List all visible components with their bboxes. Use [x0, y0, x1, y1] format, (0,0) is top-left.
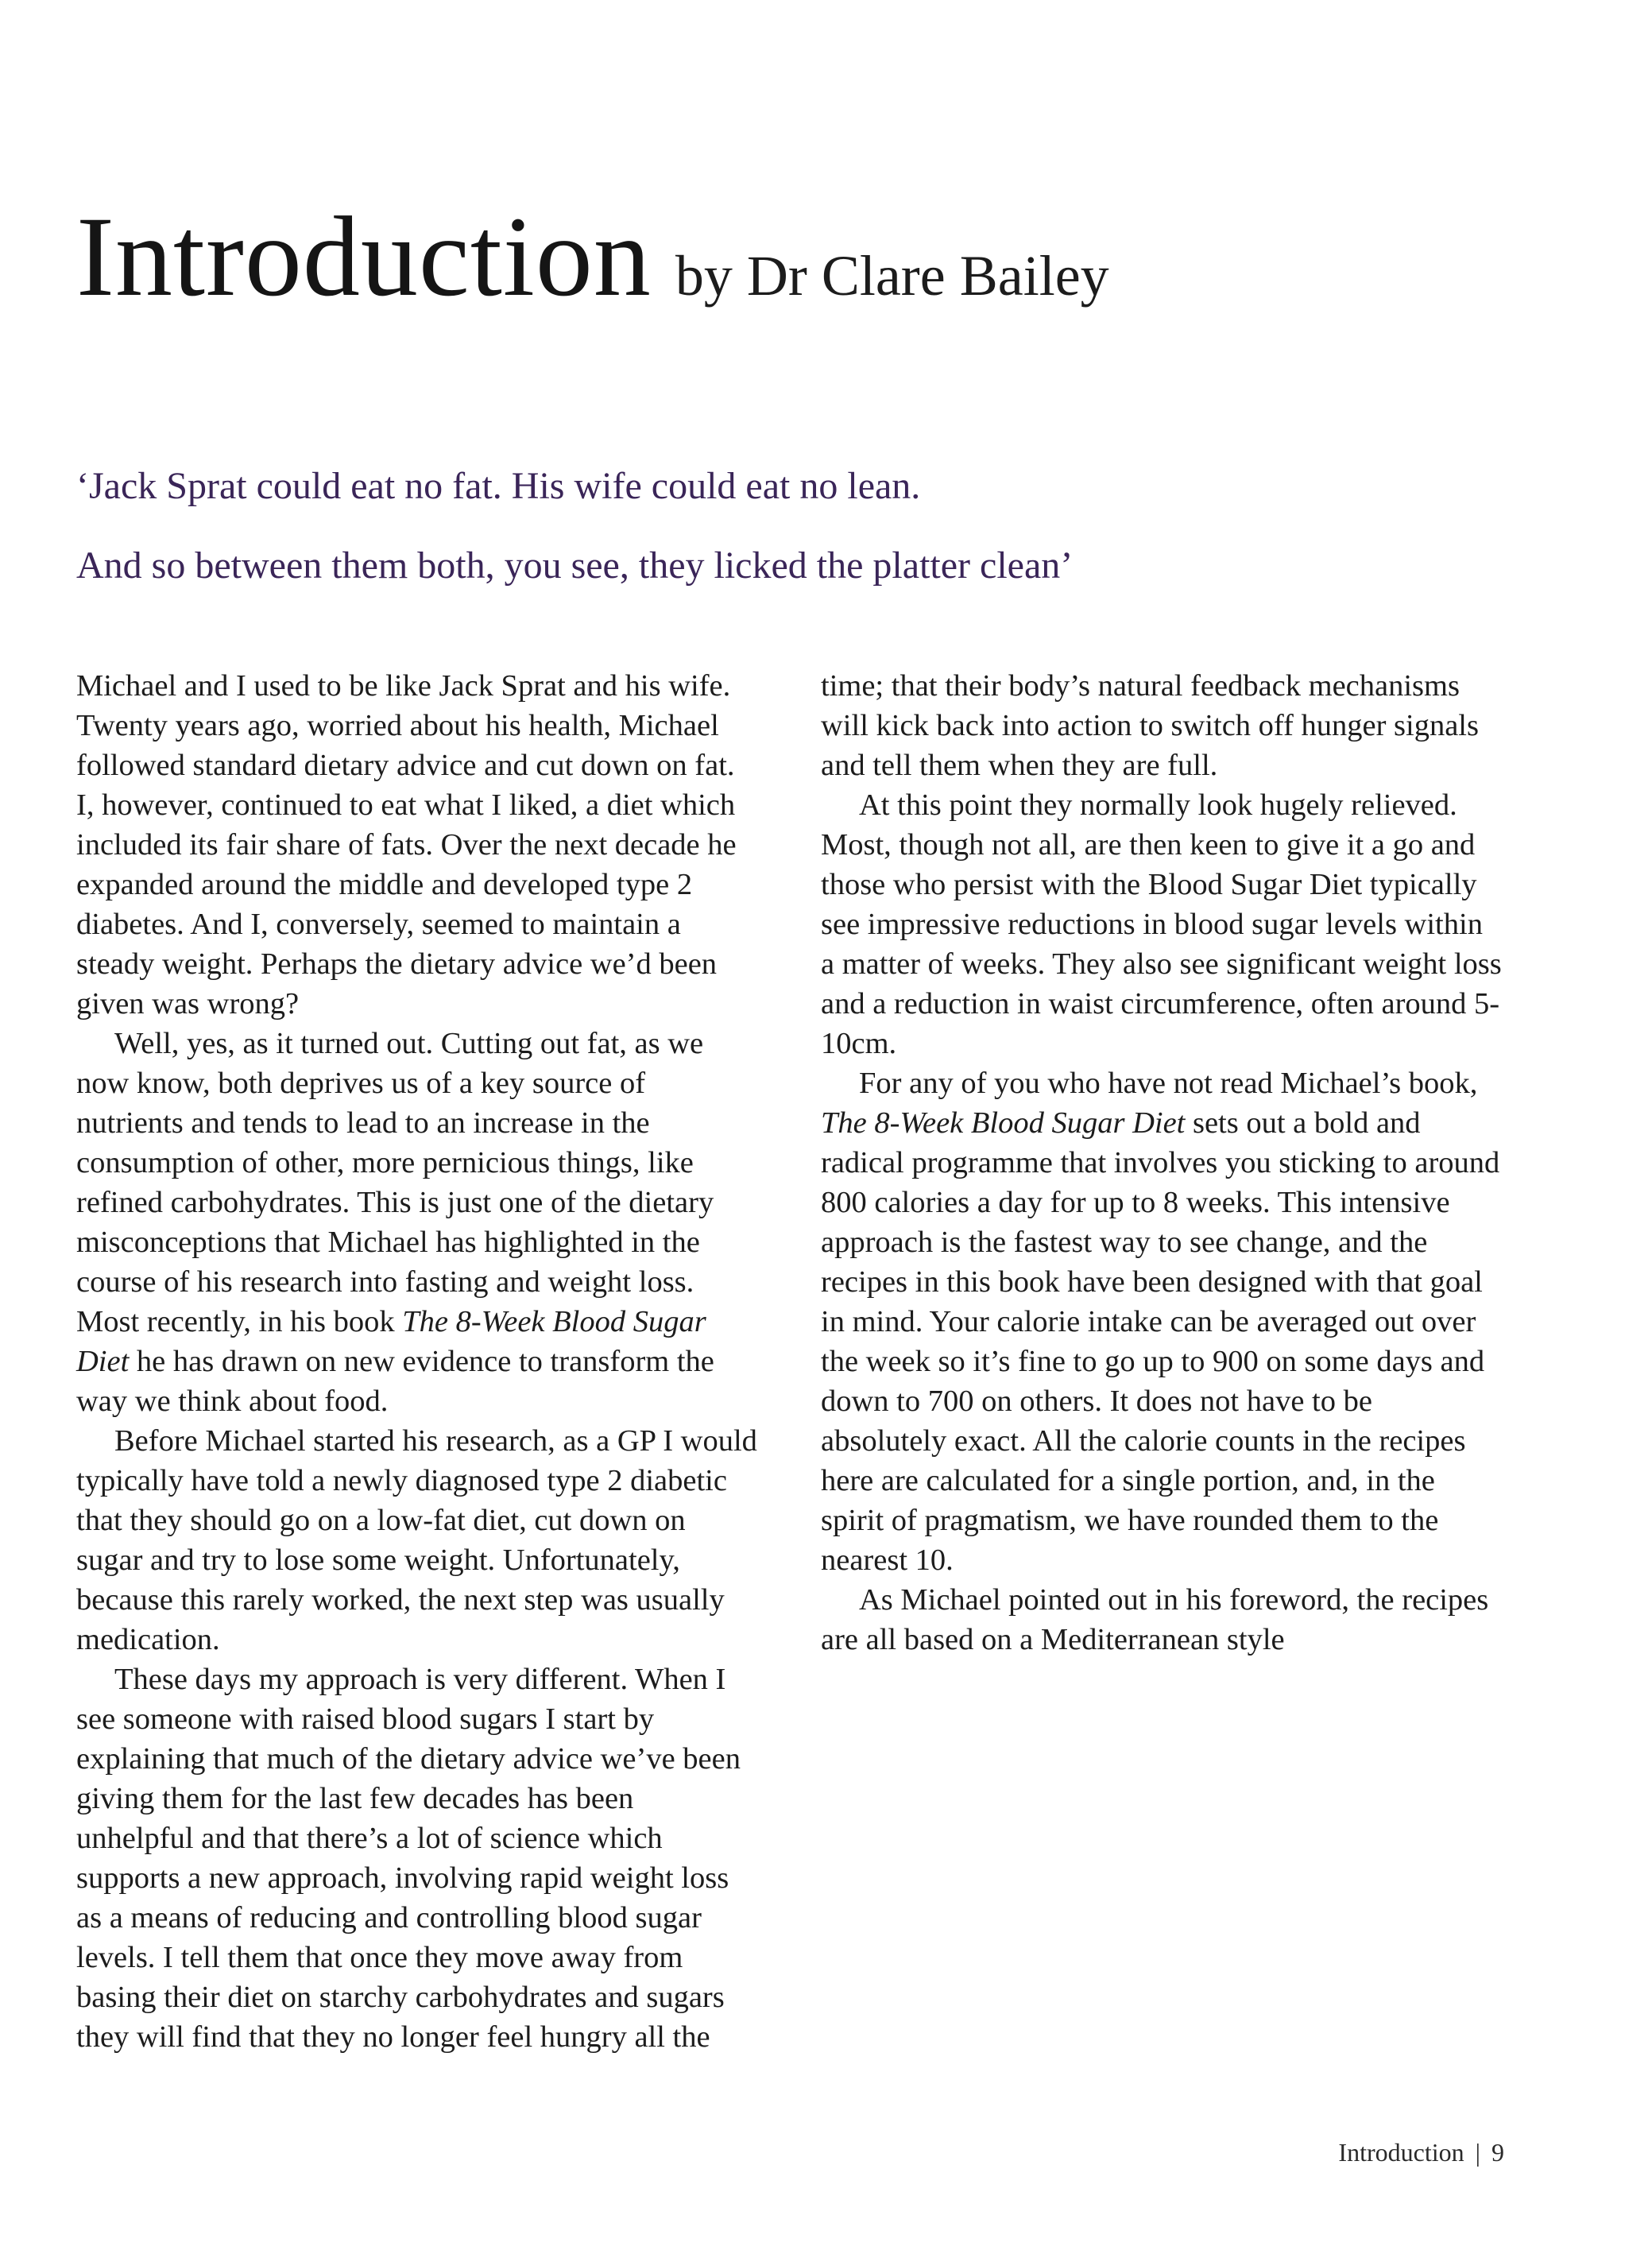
page-title	[76, 194, 1109, 320]
paragraph-7: As Michael pointed out in his foreword, the recipes are all based on a Mediterranean style	[821, 1583, 1489, 1656]
paragraph-6-text-a: For any of you who have not read Michael’s book,	[859, 1067, 1478, 1100]
paragraph-6-text-b: sets out a bold and radical programme that involves you sticking to around 800 calories a day for up to 8 weeks. This intensive approach is the fastest way to see change, and the recipes in this book have been designed with that goal in mind. Your calorie intake can be averaged out over the week so it’s fine to go up to 900 on some days and down to 700 on others. It does not have to be absolutely exact. All the calorie counts in the recipes here are calculated for a single portion, and, in the spirit of pragmatism, we have rounded them to the nearest 10.	[821, 1106, 1500, 1577]
paragraph-6	[821, 1063, 1503, 1580]
paragraph-5: At this point they normally look hugely relieved. Most, though not all, are then keen to give it a go and those who persist with the Blood Sugar Diet typically see impressive reductions in blood sugar levels within a matter of weeks. They also see significant weight loss and a reduction in waist circumference, often around 5-10cm.	[821, 788, 1502, 1060]
epigraph-line-1: ‘Jack Sprat could eat no fat. His wife could eat no lean.	[76, 465, 921, 507]
paragraph-4-continued: time; that their body’s natural feedback mechanisms will kick back into action to switch off hunger signals and tell them when they are full.	[821, 669, 1479, 782]
book-title: The 8-Week Blood Sugar Diet	[76, 1305, 706, 1378]
paragraph-2-text-b: he has drawn on new evidence to transform the way we think about food.	[76, 1345, 714, 1418]
body-column-right	[821, 666, 1503, 1660]
book-title: The 8-Week Blood Sugar Diet	[821, 1106, 1186, 1140]
title-byline: by Dr Clare Bailey	[675, 244, 1109, 308]
paragraph-2-text-a: Well, yes, as it turned out. Cutting out fat, as we now know, both deprives us of a key source of nutrients and tends to lead to an increase in the consumption of other, more pernicious things, like refined carbohydrates. This is just one of the dietary misconceptions that Michael has highlighted in the course of his research into fasting and weight loss. Most recently, in his book	[76, 1027, 714, 1338]
body-column-left	[76, 666, 758, 2057]
title-main: Introduction	[76, 194, 652, 320]
footer-section: Introduction	[1338, 2138, 1464, 2167]
paragraph-1: Michael and I used to be like Jack Sprat and his wife. Twenty years ago, worried about his health, Michael followed standard dietary advice and cut down on fat. I, however, continued to eat what I liked, a diet which included its fair share of fats. Over the next decade he expanded around the middle and developed type 2 diabetes. And I, conversely, seemed to maintain a steady weight. Perhaps the dietary advice we’d been given was wrong?	[76, 669, 737, 1020]
epigraph-line-2: And so between them both, you see, they licked the platter clean’	[76, 544, 1074, 587]
paragraph-3: Before Michael started his research, as a GP I would typically have told a newly diagnosed type 2 diabetic that they should go on a low-fat diet, cut down on sugar and try to lose some weight. Unfortunately, because this rarely worked, the next step was usually medication.	[76, 1424, 757, 1656]
paragraph-4: These days my approach is very different. When I see someone with raised blood sugars I start by explaining that much of the dietary advice we’ve been giving them for the last few decades has been unhelpful and that there’s a lot of science which supports a new approach, involving rapid weight loss as a means of reducing and controlling blood sugar levels. I tell them that once they move away from basing their diet on starchy carbohydrates and sugars they will find that they no longer feel hungry all the	[76, 1663, 741, 2054]
paragraph-2	[76, 1024, 758, 1421]
footer-separator: |	[1475, 2138, 1480, 2167]
page-footer	[1338, 2138, 1504, 2167]
page-number: 9	[1491, 2138, 1504, 2167]
